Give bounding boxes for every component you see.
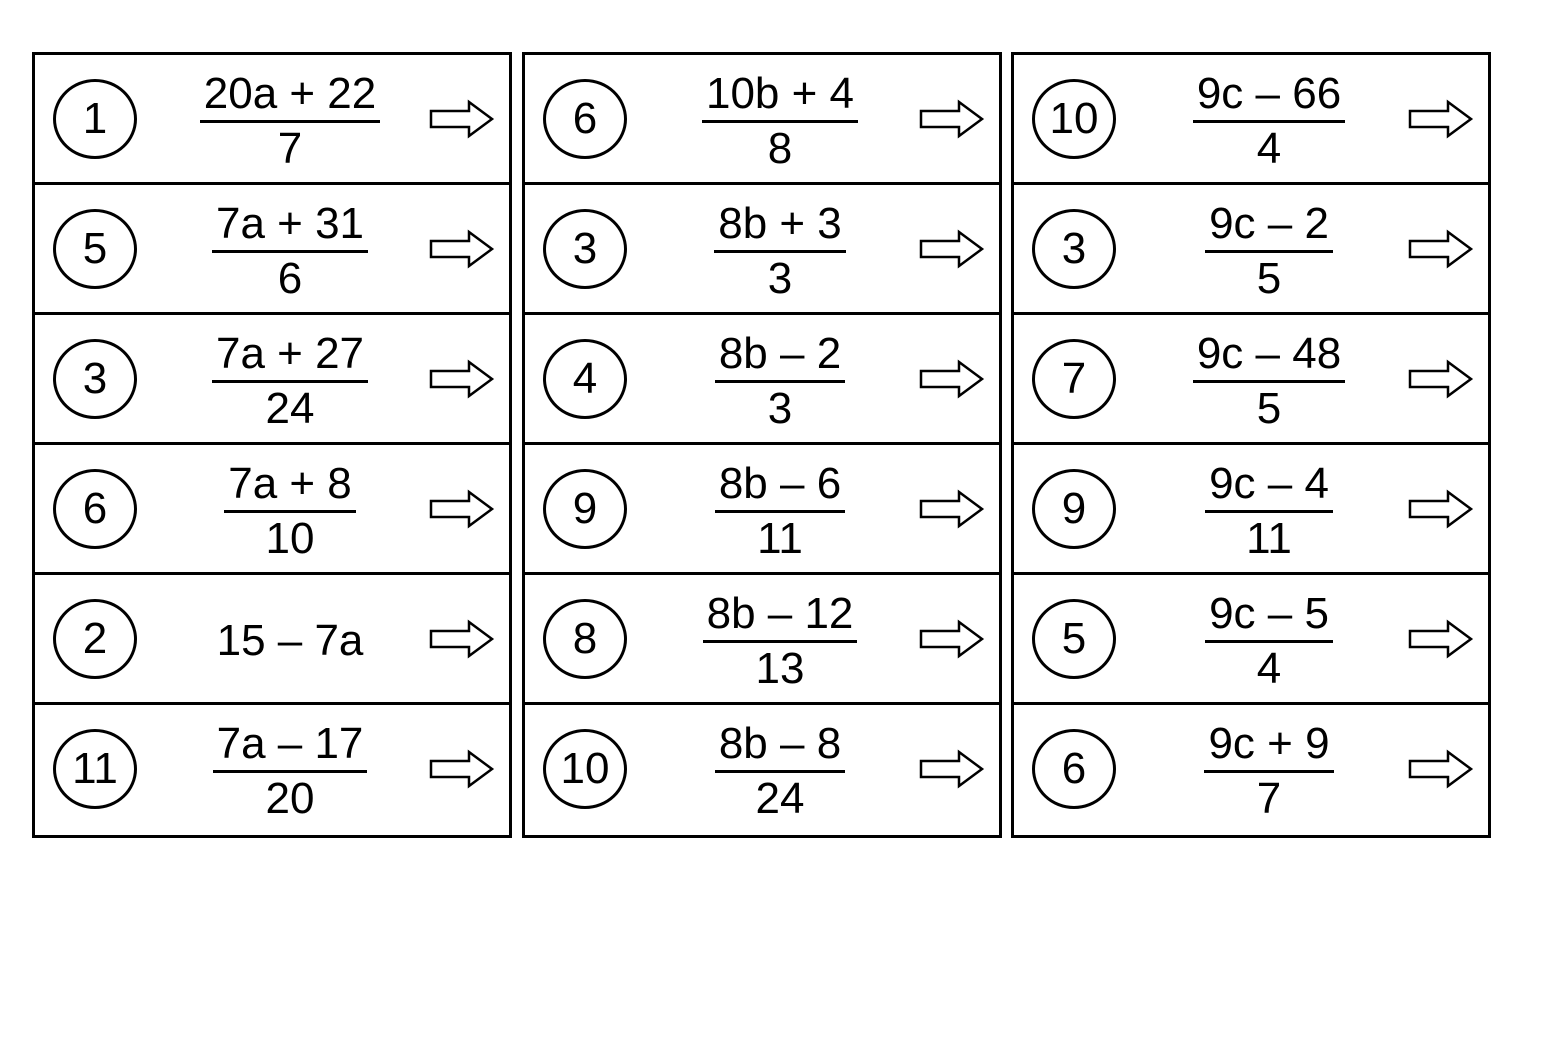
- expression-card: [525, 705, 999, 835]
- fraction-numerator: 7a + 27: [212, 330, 368, 383]
- expression-card: [1014, 705, 1488, 835]
- fraction-denominator: 7: [1256, 773, 1282, 823]
- card-column-3: [1011, 52, 1491, 838]
- right-arrow-icon: [1408, 619, 1474, 659]
- card-column-1: [32, 52, 512, 838]
- fraction: [1205, 590, 1333, 693]
- fraction-denominator: 13: [755, 643, 805, 693]
- right-arrow-icon: [1408, 99, 1474, 139]
- fraction-denominator: 11: [757, 513, 803, 563]
- expression-card: [525, 185, 999, 315]
- card-number-circle: 5: [53, 209, 137, 289]
- card-column-2: [522, 52, 1002, 838]
- right-arrow-icon: [919, 619, 985, 659]
- fraction-numerator: 9c – 66: [1193, 70, 1345, 123]
- right-arrow-icon: [1408, 229, 1474, 269]
- right-arrow-icon: [1408, 749, 1474, 789]
- expression-card: [35, 705, 509, 835]
- expression-card: [35, 445, 509, 575]
- algebraic-expression: [155, 719, 425, 823]
- card-number-circle: 9: [543, 469, 627, 549]
- expression-card: [35, 575, 509, 705]
- expression-card: [1014, 55, 1488, 185]
- expression-card: [525, 445, 999, 575]
- fraction: [213, 720, 368, 823]
- algebraic-expression: [645, 719, 915, 823]
- fraction-numerator: 9c + 9: [1204, 720, 1333, 773]
- right-arrow-icon: [429, 99, 495, 139]
- right-arrow-icon: [919, 749, 985, 789]
- algebraic-expression: [155, 329, 425, 433]
- fraction: [702, 70, 858, 173]
- card-number-circle: 3: [1032, 209, 1116, 289]
- fraction-denominator: 24: [755, 773, 805, 823]
- fraction: [715, 460, 845, 563]
- right-arrow-icon: [919, 489, 985, 529]
- card-number-circle: 6: [543, 79, 627, 159]
- algebraic-expression: [645, 589, 915, 693]
- fraction-numerator: 8b – 8: [715, 720, 845, 773]
- card-number-circle: 6: [53, 469, 137, 549]
- algebraic-expression: [645, 199, 915, 303]
- card-number-circle: 5: [1032, 599, 1116, 679]
- fraction: [1205, 460, 1333, 563]
- expression-card: [525, 575, 999, 705]
- card-number-circle: 4: [543, 339, 627, 419]
- card-number-circle: 10: [543, 729, 627, 809]
- fraction: [703, 590, 858, 693]
- expression-text: 15 – 7a: [216, 616, 364, 665]
- card-number-circle: 2: [53, 599, 137, 679]
- fraction-denominator: 3: [767, 383, 793, 433]
- fraction-numerator: 8b + 3: [714, 200, 846, 253]
- fraction: [200, 70, 381, 173]
- algebraic-expression: [1134, 329, 1404, 433]
- right-arrow-icon: [429, 489, 495, 529]
- card-number-circle: 3: [53, 339, 137, 419]
- algebraic-expression: [1134, 589, 1404, 693]
- expression-card: [1014, 185, 1488, 315]
- card-number-circle: 7: [1032, 339, 1116, 419]
- fraction-numerator: 10b + 4: [702, 70, 858, 123]
- fraction-denominator: 5: [1256, 383, 1282, 433]
- card-number-circle: 11: [53, 729, 137, 809]
- fraction-numerator: 9c – 48: [1193, 330, 1345, 383]
- algebraic-expression: [645, 69, 915, 173]
- fraction-denominator: 4: [1256, 643, 1282, 693]
- card-number-circle: 9: [1032, 469, 1116, 549]
- fraction-numerator: 8b – 2: [715, 330, 845, 383]
- right-arrow-icon: [429, 749, 495, 789]
- algebraic-expression: [1134, 719, 1404, 823]
- fraction-numerator: 7a – 17: [213, 720, 368, 773]
- algebraic-expression: [155, 589, 425, 693]
- expression-card: [1014, 445, 1488, 575]
- fraction-numerator: 7a + 8: [224, 460, 356, 513]
- fraction-numerator: 7a + 31: [212, 200, 368, 253]
- right-arrow-icon: [429, 229, 495, 269]
- right-arrow-icon: [919, 99, 985, 139]
- fraction-numerator: 9c – 5: [1205, 590, 1333, 643]
- card-number-circle: 6: [1032, 729, 1116, 809]
- fraction: [212, 200, 368, 303]
- fraction-denominator: 6: [277, 253, 303, 303]
- card-number-circle: 1: [53, 79, 137, 159]
- algebraic-expression: [645, 329, 915, 433]
- expression-card: [525, 55, 999, 185]
- fraction: [1205, 200, 1333, 303]
- fraction: [1204, 720, 1333, 823]
- algebraic-expression: [1134, 69, 1404, 173]
- fraction-denominator: 4: [1256, 123, 1282, 173]
- algebraic-expression: [645, 459, 915, 563]
- fraction: [224, 460, 356, 563]
- fraction-numerator: 9c – 2: [1205, 200, 1333, 253]
- fraction-denominator: 7: [277, 123, 303, 173]
- algebraic-expression: [155, 69, 425, 173]
- algebraic-expression: [1134, 459, 1404, 563]
- fraction-numerator: 9c – 4: [1205, 460, 1333, 513]
- algebraic-expression: [155, 199, 425, 303]
- fraction: [715, 330, 845, 433]
- expression-card: [35, 315, 509, 445]
- card-number-circle: 8: [543, 599, 627, 679]
- fraction-denominator: 11: [1246, 513, 1292, 563]
- fraction-numerator: 8b – 12: [703, 590, 858, 643]
- fraction-denominator: 5: [1256, 253, 1282, 303]
- fraction: [714, 200, 846, 303]
- expression-card: [525, 315, 999, 445]
- right-arrow-icon: [429, 619, 495, 659]
- right-arrow-icon: [1408, 359, 1474, 399]
- fraction-denominator: 10: [265, 513, 315, 563]
- card-number-circle: 10: [1032, 79, 1116, 159]
- fraction-denominator: 3: [767, 253, 793, 303]
- right-arrow-icon: [919, 359, 985, 399]
- right-arrow-icon: [429, 359, 495, 399]
- expression-card: [1014, 315, 1488, 445]
- fraction: [1193, 70, 1345, 173]
- fraction-denominator: 24: [265, 383, 315, 433]
- fraction-denominator: 20: [265, 773, 315, 823]
- fraction-numerator: 20a + 22: [200, 70, 381, 123]
- right-arrow-icon: [919, 229, 985, 269]
- fraction-numerator: 8b – 6: [715, 460, 845, 513]
- fraction: [212, 330, 368, 433]
- expression-card: [1014, 575, 1488, 705]
- algebraic-expression: [1134, 199, 1404, 303]
- right-arrow-icon: [1408, 489, 1474, 529]
- fraction: [715, 720, 845, 823]
- fraction-denominator: 8: [767, 123, 793, 173]
- algebraic-expression: [155, 459, 425, 563]
- expression-card: [35, 185, 509, 315]
- card-number-circle: 3: [543, 209, 627, 289]
- expression-card: [35, 55, 509, 185]
- fraction: [1193, 330, 1345, 433]
